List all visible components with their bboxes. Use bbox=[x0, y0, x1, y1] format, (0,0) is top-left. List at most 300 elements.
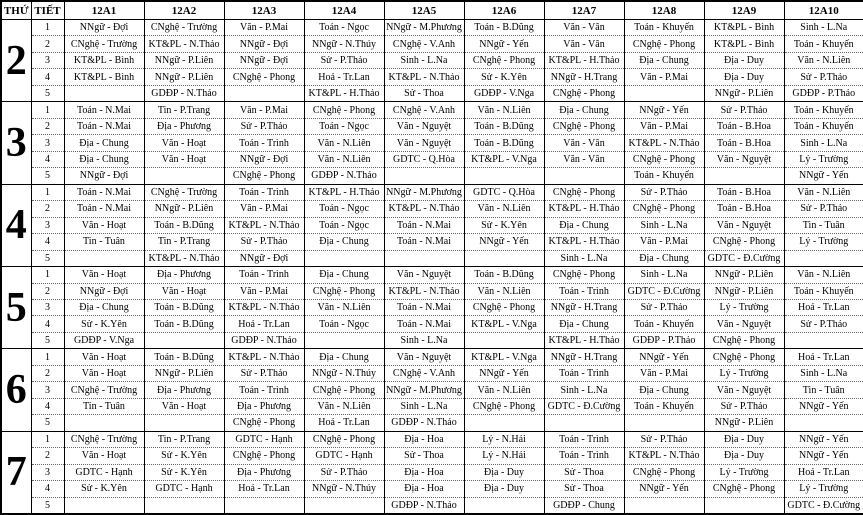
cell-12A9-day6-p1: CNghệ - Phong bbox=[704, 349, 784, 365]
cell-12A3-day3-p2: Sử - P.Thảo bbox=[224, 118, 304, 134]
cell-12A1-day7-p5 bbox=[64, 497, 144, 514]
cell-12A9-day4-p1: Toán - B.Hoa bbox=[704, 184, 784, 200]
cell-12A5-day4-p5 bbox=[384, 250, 464, 266]
cell-12A1-day5-p3: Địa - Chung bbox=[64, 299, 144, 315]
cell-12A10-day3-p5: NNgữ - Yến bbox=[784, 168, 863, 184]
cell-12A5-day7-p1: Địa - Hoa bbox=[384, 431, 464, 447]
cell-12A5-day3-p2: Văn - Nguyệt bbox=[384, 118, 464, 134]
day-4-period-1-row bbox=[1, 184, 863, 200]
cell-12A8-day2-p2: CNghệ - Phong bbox=[624, 36, 704, 52]
cell-12A8-day4-p3: Sinh - L.Na bbox=[624, 217, 704, 233]
day-column-header: THỨ bbox=[1, 1, 31, 20]
cell-12A1-day4-p2: Toán - N.Mai bbox=[64, 201, 144, 217]
cell-12A9-day7-p5 bbox=[704, 497, 784, 514]
cell-12A9-day5-p5: CNghệ - Phong bbox=[704, 332, 784, 348]
cell-12A5-day2-p4: KT&PL - N.Thảo bbox=[384, 69, 464, 85]
cell-12A9-day2-p5: NNgữ - P.Liên bbox=[704, 85, 784, 101]
cell-12A8-day7-p1: Sử - P.Thảo bbox=[624, 431, 704, 447]
cell-12A1-day5-p2: NNgữ - Đợi bbox=[64, 283, 144, 299]
class-header-12A5: 12A5 bbox=[384, 1, 464, 20]
cell-12A7-day2-p2: Văn - Vân bbox=[544, 36, 624, 52]
cell-12A4-day3-p1: CNghệ - Phong bbox=[304, 102, 384, 118]
cell-12A1-day6-p1: Văn - Hoạt bbox=[64, 349, 144, 365]
class-header-12A10: 12A10 bbox=[784, 1, 863, 20]
cell-12A6-day5-p1: Toán - B.Dũng bbox=[464, 267, 544, 283]
cell-12A8-day6-p3: Địa - Chung bbox=[624, 382, 704, 398]
cell-12A6-day4-p3: Sử - K.Yên bbox=[464, 217, 544, 233]
cell-12A10-day3-p3: Sinh - L.Na bbox=[784, 135, 863, 151]
cell-12A9-day6-p2: Lý - Trường bbox=[704, 365, 784, 381]
cell-12A5-day7-p5: GDĐP - N.Thảo bbox=[384, 497, 464, 514]
period-number-day6-p5: 5 bbox=[31, 415, 64, 431]
day-2-period-3-row bbox=[1, 52, 863, 68]
cell-12A8-day5-p1: Sinh - L.Na bbox=[624, 267, 704, 283]
cell-12A2-day7-p2: Sử - K.Yên bbox=[144, 448, 224, 464]
day-7-period-1-row bbox=[1, 431, 863, 447]
cell-12A2-day2-p4: NNgữ - P.Liên bbox=[144, 69, 224, 85]
cell-12A4-day3-p4: Văn - N.Liên bbox=[304, 151, 384, 167]
period-number-day4-p4: 4 bbox=[31, 234, 64, 250]
cell-12A8-day2-p3: Địa - Chung bbox=[624, 52, 704, 68]
cell-12A8-day6-p2: Văn - P.Mai bbox=[624, 365, 704, 381]
cell-12A4-day4-p2: Toán - Ngọc bbox=[304, 201, 384, 217]
cell-12A3-day6-p2: Sử - P.Thảo bbox=[224, 365, 304, 381]
day-3-period-4-row bbox=[1, 151, 863, 167]
day-number-3: 3 bbox=[1, 102, 31, 184]
cell-12A5-day6-p1: Văn - Nguyệt bbox=[384, 349, 464, 365]
period-number-day7-p3: 3 bbox=[31, 464, 64, 480]
cell-12A9-day4-p2: Toán - B.Hoa bbox=[704, 201, 784, 217]
cell-12A7-day7-p4: Sử - Thoa bbox=[544, 481, 624, 497]
cell-12A2-day4-p2: NNgữ - P.Liên bbox=[144, 201, 224, 217]
day-2-period-5-row bbox=[1, 85, 863, 101]
cell-12A2-day4-p3: Toán - B.Dũng bbox=[144, 217, 224, 233]
cell-12A5-day2-p5: Sử - Thoa bbox=[384, 85, 464, 101]
cell-12A5-day6-p4: Sinh - L.Na bbox=[384, 398, 464, 414]
cell-12A3-day4-p1: Toán - Trình bbox=[224, 184, 304, 200]
class-header-12A3: 12A3 bbox=[224, 1, 304, 20]
cell-12A1-day3-p5: NNgữ - Đợi bbox=[64, 168, 144, 184]
cell-12A9-day5-p2: NNgữ - P.Liên bbox=[704, 283, 784, 299]
cell-12A10-day2-p2: Toán - Khuyến bbox=[784, 36, 863, 52]
cell-12A6-day3-p3: Toán - B.Dũng bbox=[464, 135, 544, 151]
day-number-4: 4 bbox=[1, 184, 31, 266]
period-number-day6-p1: 1 bbox=[31, 349, 64, 365]
cell-12A2-day3-p2: Địa - Phương bbox=[144, 118, 224, 134]
cell-12A7-day5-p5: KT&PL - H.Thảo bbox=[544, 332, 624, 348]
cell-12A5-day4-p1: NNgữ - M.Phương bbox=[384, 184, 464, 200]
cell-12A3-day5-p1: Toán - Trình bbox=[224, 267, 304, 283]
cell-12A3-day6-p3: Toán - Trình bbox=[224, 382, 304, 398]
period-column-header: TIẾT bbox=[31, 1, 64, 20]
cell-12A1-day4-p5 bbox=[64, 250, 144, 266]
cell-12A1-day2-p1: NNgữ - Đợi bbox=[64, 20, 144, 36]
cell-12A10-day4-p5 bbox=[784, 250, 863, 266]
class-header-12A7: 12A7 bbox=[544, 1, 624, 20]
cell-12A6-day3-p2: Toán - B.Dũng bbox=[464, 118, 544, 134]
cell-12A4-day5-p2: CNghệ - Phong bbox=[304, 283, 384, 299]
period-number-day4-p3: 3 bbox=[31, 217, 64, 233]
day-2-period-4-row bbox=[1, 69, 863, 85]
cell-12A6-day2-p1: Toán - B.Dũng bbox=[464, 20, 544, 36]
cell-12A3-day2-p4: CNghệ - Phong bbox=[224, 69, 304, 85]
cell-12A3-day2-p5 bbox=[224, 85, 304, 101]
class-header-12A2: 12A2 bbox=[144, 1, 224, 20]
cell-12A1-day6-p3: CNghệ - Trường bbox=[64, 382, 144, 398]
cell-12A10-day6-p3: Tin - Tuân bbox=[784, 382, 863, 398]
cell-12A1-day7-p2: Văn - Hoạt bbox=[64, 448, 144, 464]
cell-12A7-day2-p4: NNgữ - H.Trang bbox=[544, 69, 624, 85]
cell-12A3-day6-p1: KT&PL - N.Thảo bbox=[224, 349, 304, 365]
cell-12A6-day2-p5: GDĐP - V.Nga bbox=[464, 85, 544, 101]
cell-12A2-day3-p5 bbox=[144, 168, 224, 184]
cell-12A5-day4-p3: Toán - N.Mai bbox=[384, 217, 464, 233]
class-header-12A6: 12A6 bbox=[464, 1, 544, 20]
cell-12A3-day2-p2: NNgữ - Đợi bbox=[224, 36, 304, 52]
cell-12A8-day4-p5: Địa - Chung bbox=[624, 250, 704, 266]
day-6-period-1-row bbox=[1, 349, 863, 365]
cell-12A1-day3-p2: Toán - N.Mai bbox=[64, 118, 144, 134]
cell-12A7-day3-p5 bbox=[544, 168, 624, 184]
cell-12A3-day4-p3: KT&PL - N.Thảo bbox=[224, 217, 304, 233]
cell-12A1-day6-p4: Tin - Tuân bbox=[64, 398, 144, 414]
cell-12A6-day5-p4: KT&PL - V.Nga bbox=[464, 316, 544, 332]
day-7-period-5-row bbox=[1, 497, 863, 514]
cell-12A2-day3-p1: Tin - P.Trang bbox=[144, 102, 224, 118]
cell-12A3-day6-p5: CNghệ - Phong bbox=[224, 415, 304, 431]
cell-12A10-day6-p1: Hoá - Tr.Lan bbox=[784, 349, 863, 365]
cell-12A2-day7-p4: GDTC - Hạnh bbox=[144, 481, 224, 497]
cell-12A2-day5-p5 bbox=[144, 332, 224, 348]
class-header-12A4: 12A4 bbox=[304, 1, 384, 20]
period-number-day2-p1: 1 bbox=[31, 20, 64, 36]
cell-12A7-day3-p1: Địa - Chung bbox=[544, 102, 624, 118]
day-number-2: 2 bbox=[1, 20, 31, 102]
cell-12A8-day3-p1: NNgữ - Yến bbox=[624, 102, 704, 118]
cell-12A9-day6-p4: Sử - P.Thảo bbox=[704, 398, 784, 414]
cell-12A2-day4-p5: KT&PL - N.Thảo bbox=[144, 250, 224, 266]
cell-12A2-day4-p1: CNghệ - Trường bbox=[144, 184, 224, 200]
cell-12A1-day7-p4: Sử - K.Yên bbox=[64, 481, 144, 497]
cell-12A2-day4-p4: Tin - P.Trang bbox=[144, 234, 224, 250]
day-7-period-3-row bbox=[1, 464, 863, 480]
cell-12A1-day2-p4: KT&PL - Bình bbox=[64, 69, 144, 85]
day-6-period-5-row bbox=[1, 415, 863, 431]
cell-12A7-day5-p1: CNghệ - Phong bbox=[544, 267, 624, 283]
cell-12A4-day6-p2: NNgữ - N.Thúy bbox=[304, 365, 384, 381]
cell-12A1-day7-p3: GDTC - Hạnh bbox=[64, 464, 144, 480]
cell-12A8-day2-p4: Văn - P.Mai bbox=[624, 69, 704, 85]
cell-12A7-day3-p4: Văn - Vân bbox=[544, 151, 624, 167]
period-number-day2-p3: 3 bbox=[31, 52, 64, 68]
cell-12A5-day5-p3: Toán - N.Mai bbox=[384, 299, 464, 315]
cell-12A6-day4-p4: NNgữ - Yến bbox=[464, 234, 544, 250]
period-number-day3-p3: 3 bbox=[31, 135, 64, 151]
cell-12A2-day6-p2: NNgữ - P.Liên bbox=[144, 365, 224, 381]
cell-12A5-day5-p4: Toán - N.Mai bbox=[384, 316, 464, 332]
cell-12A4-day4-p3: Toán - Ngọc bbox=[304, 217, 384, 233]
cell-12A10-day4-p4: Lý - Trường bbox=[784, 234, 863, 250]
cell-12A5-day7-p3: Địa - Hoa bbox=[384, 464, 464, 480]
cell-12A4-day5-p5 bbox=[304, 332, 384, 348]
period-number-day7-p4: 4 bbox=[31, 481, 64, 497]
day-number-7: 7 bbox=[1, 431, 31, 514]
cell-12A5-day6-p5: GDĐP - N.Thảo bbox=[384, 415, 464, 431]
cell-12A2-day7-p1: Tin - P.Trang bbox=[144, 431, 224, 447]
cell-12A4-day2-p1: Toán - Ngọc bbox=[304, 20, 384, 36]
cell-12A7-day4-p5: Sinh - L.Na bbox=[544, 250, 624, 266]
cell-12A3-day5-p4: Hoá - Tr.Lan bbox=[224, 316, 304, 332]
cell-12A2-day7-p5 bbox=[144, 497, 224, 514]
cell-12A9-day3-p1: Sử - P.Thảo bbox=[704, 102, 784, 118]
cell-12A9-day2-p2: KT&PL - Bình bbox=[704, 36, 784, 52]
cell-12A2-day2-p1: CNghệ - Trường bbox=[144, 20, 224, 36]
cell-12A3-day2-p3: NNgữ - Đợi bbox=[224, 52, 304, 68]
day-5-period-4-row bbox=[1, 316, 863, 332]
cell-12A5-day2-p3: Sinh - L.Na bbox=[384, 52, 464, 68]
cell-12A1-day6-p2: Văn - Hoạt bbox=[64, 365, 144, 381]
cell-12A5-day5-p1: Văn - Nguyệt bbox=[384, 267, 464, 283]
cell-12A8-day5-p5: GDĐP - P.Thảo bbox=[624, 332, 704, 348]
cell-12A6-day2-p4: Sử - K.Yên bbox=[464, 69, 544, 85]
cell-12A5-day5-p5: Sinh - L.Na bbox=[384, 332, 464, 348]
cell-12A9-day6-p3: Văn - Nguyệt bbox=[704, 382, 784, 398]
cell-12A1-day6-p5 bbox=[64, 415, 144, 431]
cell-12A8-day2-p1: Toán - Khuyến bbox=[624, 20, 704, 36]
cell-12A6-day5-p5 bbox=[464, 332, 544, 348]
period-number-day5-p1: 1 bbox=[31, 267, 64, 283]
period-number-day7-p2: 2 bbox=[31, 448, 64, 464]
cell-12A5-day4-p2: KT&PL - N.Thảo bbox=[384, 201, 464, 217]
cell-12A5-day3-p3: Văn - Nguyệt bbox=[384, 135, 464, 151]
cell-12A4-day3-p3: Văn - N.Liên bbox=[304, 135, 384, 151]
cell-12A5-day6-p3: NNgữ - M.Phương bbox=[384, 382, 464, 398]
cell-12A7-day6-p3: Sinh - L.Na bbox=[544, 382, 624, 398]
cell-12A8-day5-p2: GDTC - Đ.Cường bbox=[624, 283, 704, 299]
day-5-period-5-row bbox=[1, 332, 863, 348]
cell-12A7-day3-p3: Văn - Vân bbox=[544, 135, 624, 151]
day-3-period-5-row bbox=[1, 168, 863, 184]
period-number-day3-p5: 5 bbox=[31, 168, 64, 184]
cell-12A9-day7-p2: Địa - Duy bbox=[704, 448, 784, 464]
day-5-period-3-row bbox=[1, 299, 863, 315]
cell-12A1-day5-p1: Văn - Hoạt bbox=[64, 267, 144, 283]
cell-12A4-day2-p5: KT&PL - H.Thảo bbox=[304, 85, 384, 101]
cell-12A10-day4-p3: Tin - Tuân bbox=[784, 217, 863, 233]
cell-12A4-day7-p5 bbox=[304, 497, 384, 514]
cell-12A3-day5-p3: KT&PL - N.Thảo bbox=[224, 299, 304, 315]
cell-12A1-day7-p1: CNghệ - Trường bbox=[64, 431, 144, 447]
cell-12A4-day4-p4: Địa - Chung bbox=[304, 234, 384, 250]
cell-12A3-day7-p4: Hoá - Tr.Lan bbox=[224, 481, 304, 497]
cell-12A9-day5-p4: Văn - Nguyệt bbox=[704, 316, 784, 332]
cell-12A9-day2-p4: Địa - Duy bbox=[704, 69, 784, 85]
cell-12A10-day4-p1: Văn - N.Liên bbox=[784, 184, 863, 200]
cell-12A3-day6-p4: Địa - Phương bbox=[224, 398, 304, 414]
cell-12A3-day5-p2: Văn - P.Mai bbox=[224, 283, 304, 299]
cell-12A7-day5-p4: Địa - Chung bbox=[544, 316, 624, 332]
cell-12A10-day6-p2: Sinh - L.Na bbox=[784, 365, 863, 381]
cell-12A6-day7-p1: Lý - N.Hải bbox=[464, 431, 544, 447]
cell-12A9-day2-p3: Địa - Duy bbox=[704, 52, 784, 68]
cell-12A8-day4-p1: Sử - P.Thảo bbox=[624, 184, 704, 200]
cell-12A3-day4-p5: NNgữ - Đợi bbox=[224, 250, 304, 266]
cell-12A7-day6-p1: NNgữ - H.Trang bbox=[544, 349, 624, 365]
period-number-day6-p3: 3 bbox=[31, 382, 64, 398]
cell-12A4-day7-p1: CNghệ - Phong bbox=[304, 431, 384, 447]
cell-12A8-day6-p4: Toán - Khuyến bbox=[624, 398, 704, 414]
cell-12A1-day2-p5 bbox=[64, 85, 144, 101]
cell-12A6-day6-p5 bbox=[464, 415, 544, 431]
cell-12A8-day5-p3: Sử - P.Thảo bbox=[624, 299, 704, 315]
period-number-day4-p2: 2 bbox=[31, 201, 64, 217]
cell-12A8-day3-p4: CNghệ - Phong bbox=[624, 151, 704, 167]
cell-12A1-day5-p5: GDĐP - V.Nga bbox=[64, 332, 144, 348]
cell-12A5-day2-p1: NNgữ - M.Phương bbox=[384, 20, 464, 36]
cell-12A8-day6-p1: NNgữ - Yến bbox=[624, 349, 704, 365]
cell-12A1-day3-p1: Toán - N.Mai bbox=[64, 102, 144, 118]
cell-12A2-day6-p1: Toán - B.Dũng bbox=[144, 349, 224, 365]
cell-12A10-day2-p1: Sinh - L.Na bbox=[784, 20, 863, 36]
cell-12A4-day2-p2: NNgữ - N.Thúy bbox=[304, 36, 384, 52]
cell-12A3-day3-p4: NNgữ - Đợi bbox=[224, 151, 304, 167]
period-number-day4-p1: 1 bbox=[31, 184, 64, 200]
cell-12A4-day5-p3: Văn - N.Liên bbox=[304, 299, 384, 315]
cell-12A10-day3-p2: Toán - Khuyến bbox=[784, 118, 863, 134]
cell-12A8-day4-p2: CNghệ - Phong bbox=[624, 201, 704, 217]
day-4-period-5-row bbox=[1, 250, 863, 266]
cell-12A2-day6-p5 bbox=[144, 415, 224, 431]
cell-12A4-day3-p5: GDĐP - N.Thảo bbox=[304, 168, 384, 184]
cell-12A2-day5-p1: Địa - Phương bbox=[144, 267, 224, 283]
cell-12A6-day6-p2: NNgữ - Yến bbox=[464, 365, 544, 381]
cell-12A10-day2-p5: GDĐP - P.Thảo bbox=[784, 85, 863, 101]
period-number-day4-p5: 5 bbox=[31, 250, 64, 266]
day-number-5: 5 bbox=[1, 267, 31, 349]
cell-12A10-day6-p5 bbox=[784, 415, 863, 431]
cell-12A4-day6-p5: Hoá - Tr.Lan bbox=[304, 415, 384, 431]
cell-12A3-day4-p4: Sử - P.Thảo bbox=[224, 234, 304, 250]
cell-12A3-day3-p5: CNghệ - Phong bbox=[224, 168, 304, 184]
period-number-day3-p4: 4 bbox=[31, 151, 64, 167]
cell-12A9-day4-p4: CNghệ - Phong bbox=[704, 234, 784, 250]
cell-12A4-day6-p1: Địa - Chung bbox=[304, 349, 384, 365]
cell-12A8-day5-p4: Toán - Khuyến bbox=[624, 316, 704, 332]
cell-12A9-day6-p5: NNgữ - P.Liên bbox=[704, 415, 784, 431]
cell-12A7-day7-p2: Toán - Trình bbox=[544, 448, 624, 464]
cell-12A2-day2-p2: KT&PL - N.Thảo bbox=[144, 36, 224, 52]
cell-12A5-day3-p1: CNghệ - V.Anh bbox=[384, 102, 464, 118]
day-4-period-4-row bbox=[1, 234, 863, 250]
day-6-period-3-row bbox=[1, 382, 863, 398]
cell-12A9-day3-p2: Toán - B.Hoa bbox=[704, 118, 784, 134]
cell-12A1-day5-p4: Sử - K.Yên bbox=[64, 316, 144, 332]
cell-12A4-day6-p4: Văn - N.Liên bbox=[304, 398, 384, 414]
period-number-day5-p5: 5 bbox=[31, 332, 64, 348]
day-4-period-2-row bbox=[1, 201, 863, 217]
cell-12A6-day4-p1: GDTC - Q.Hòa bbox=[464, 184, 544, 200]
cell-12A9-day4-p3: Văn - Nguyệt bbox=[704, 217, 784, 233]
cell-12A8-day7-p2: KT&PL - N.Thảo bbox=[624, 448, 704, 464]
cell-12A6-day3-p4: KT&PL - V.Nga bbox=[464, 151, 544, 167]
cell-12A8-day6-p5 bbox=[624, 415, 704, 431]
cell-12A10-day3-p1: Toán - Khuyến bbox=[784, 102, 863, 118]
cell-12A9-day3-p5 bbox=[704, 168, 784, 184]
cell-12A10-day7-p2: NNgữ - Yến bbox=[784, 448, 863, 464]
period-number-day7-p5: 5 bbox=[31, 497, 64, 514]
cell-12A10-day4-p2: Sử - P.Thảo bbox=[784, 201, 863, 217]
cell-12A10-day7-p5: GDTC - Đ.Cường bbox=[784, 497, 863, 514]
period-number-day7-p1: 1 bbox=[31, 431, 64, 447]
cell-12A8-day3-p5: Toán - Khuyến bbox=[624, 168, 704, 184]
cell-12A2-day5-p4: Toán - B.Dũng bbox=[144, 316, 224, 332]
cell-12A6-day7-p4: Địa - Duy bbox=[464, 481, 544, 497]
day-4-period-3-row bbox=[1, 217, 863, 233]
cell-12A7-day4-p4: KT&PL - H.Thảo bbox=[544, 234, 624, 250]
cell-12A4-day7-p4: NNgữ - N.Thúy bbox=[304, 481, 384, 497]
cell-12A1-day4-p4: Tin - Tuân bbox=[64, 234, 144, 250]
cell-12A10-day3-p4: Lý - Trường bbox=[784, 151, 863, 167]
cell-12A2-day6-p3: Địa - Phương bbox=[144, 382, 224, 398]
period-number-day5-p4: 4 bbox=[31, 316, 64, 332]
cell-12A3-day7-p2: CNghệ - Phong bbox=[224, 448, 304, 464]
cell-12A9-day7-p3: Lý - Trường bbox=[704, 464, 784, 480]
cell-12A5-day7-p4: Địa - Hoa bbox=[384, 481, 464, 497]
cell-12A10-day2-p3: Văn - N.Liên bbox=[784, 52, 863, 68]
cell-12A8-day2-p5 bbox=[624, 85, 704, 101]
cell-12A3-day3-p1: Văn - P.Mai bbox=[224, 102, 304, 118]
day-number-6: 6 bbox=[1, 349, 31, 431]
cell-12A7-day2-p3: KT&PL - H.Thảo bbox=[544, 52, 624, 68]
day-3-period-2-row bbox=[1, 118, 863, 134]
cell-12A10-day7-p3: Hoá - Tr.Lan bbox=[784, 464, 863, 480]
period-number-day2-p4: 4 bbox=[31, 69, 64, 85]
class-header-12A8: 12A8 bbox=[624, 1, 704, 20]
cell-12A2-day2-p3: NNgữ - P.Liên bbox=[144, 52, 224, 68]
cell-12A2-day6-p4: Văn - Hoạt bbox=[144, 398, 224, 414]
cell-12A8-day7-p4: NNgữ - Yến bbox=[624, 481, 704, 497]
cell-12A6-day7-p5 bbox=[464, 497, 544, 514]
day-3-period-1-row bbox=[1, 102, 863, 118]
cell-12A3-day3-p3: Toán - Trình bbox=[224, 135, 304, 151]
header-row bbox=[1, 1, 863, 20]
day-2-period-2-row bbox=[1, 36, 863, 52]
cell-12A2-day2-p5: GDĐP - N.Thảo bbox=[144, 85, 224, 101]
cell-12A3-day7-p5 bbox=[224, 497, 304, 514]
day-7-period-4-row bbox=[1, 481, 863, 497]
cell-12A1-day3-p3: Địa - Chung bbox=[64, 135, 144, 151]
cell-12A2-day7-p3: Sử - K.Yên bbox=[144, 464, 224, 480]
day-2-period-1-row bbox=[1, 20, 863, 36]
cell-12A4-day7-p3: Sử - P.Thảo bbox=[304, 464, 384, 480]
cell-12A4-day3-p2: Toán - Ngọc bbox=[304, 118, 384, 134]
day-6-period-4-row bbox=[1, 398, 863, 414]
cell-12A4-day5-p4: Toán - Ngọc bbox=[304, 316, 384, 332]
cell-12A6-day7-p3: Địa - Duy bbox=[464, 464, 544, 480]
cell-12A3-day7-p1: GDTC - Hạnh bbox=[224, 431, 304, 447]
cell-12A8-day4-p4: Văn - P.Mai bbox=[624, 234, 704, 250]
cell-12A10-day6-p4: NNgữ - Yến bbox=[784, 398, 863, 414]
class-header-12A1: 12A1 bbox=[64, 1, 144, 20]
cell-12A6-day5-p3: CNghệ - Phong bbox=[464, 299, 544, 315]
cell-12A9-day3-p3: Toán - B.Hoa bbox=[704, 135, 784, 151]
cell-12A6-day4-p5 bbox=[464, 250, 544, 266]
cell-12A5-day6-p2: CNghệ - V.Anh bbox=[384, 365, 464, 381]
cell-12A7-day4-p2: KT&PL - H.Thảo bbox=[544, 201, 624, 217]
cell-12A6-day6-p4: CNghệ - Phong bbox=[464, 398, 544, 414]
cell-12A1-day3-p4: Địa - Chung bbox=[64, 151, 144, 167]
cell-12A4-day6-p3: CNghệ - Phong bbox=[304, 382, 384, 398]
